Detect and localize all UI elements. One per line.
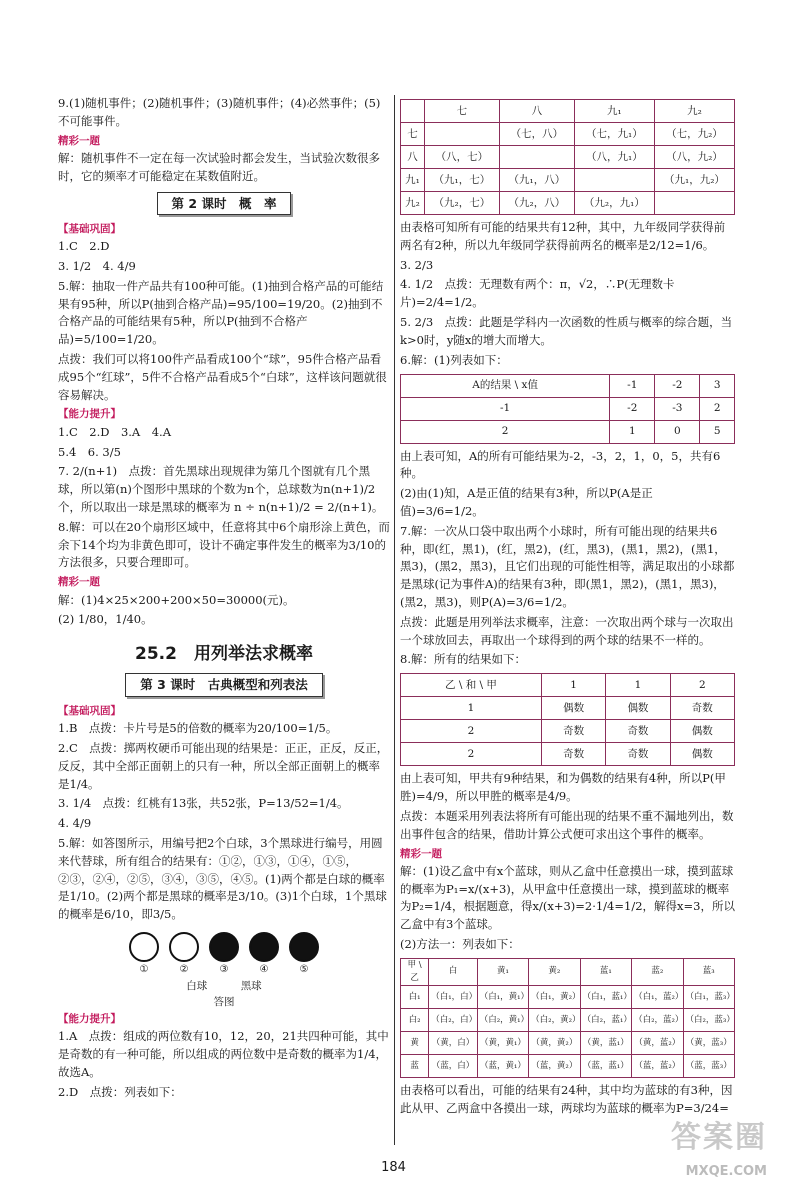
table-cell: 2	[401, 743, 542, 766]
table-grades	[400, 99, 735, 215]
answer-5: 5.解：抽取一件产品共有100种可能。(1)抽到合格产品的可能结果有95种，所以P(抽到合格产品)=95/100=19/20。(2)抽到不合格产品的可能结果有5种，所以P(抽到不合格产品)=5/100=1/20。	[58, 278, 384, 347]
table-cell: （九₂，七）	[424, 192, 499, 215]
table-cell: （黄，白）	[429, 1032, 477, 1055]
answer-1-4: 1.C 2.D 3.A 4.A	[58, 424, 172, 439]
table-cell: （九₂，八）	[499, 192, 574, 215]
right-column	[400, 95, 735, 1120]
table-cell: （八，九₁）	[574, 146, 654, 169]
table-row	[401, 146, 735, 169]
ball-number: ①	[139, 964, 149, 976]
table-cell: 蓝₁	[580, 958, 631, 985]
table-row	[401, 743, 735, 766]
table-cell: （九₁，七）	[424, 169, 499, 192]
left-column	[58, 95, 390, 1104]
table-cell: （黄，蓝₃）	[683, 1032, 734, 1055]
table-cell: （九₂，九₁）	[574, 192, 654, 215]
table-cell: 偶数	[670, 743, 734, 766]
column-divider	[394, 95, 395, 1145]
table-sum	[400, 673, 735, 766]
table-cell: 九₁	[401, 169, 425, 192]
table-header-row	[401, 958, 735, 985]
answer-8: 8.解：可以在20个扇形区域中，任意将其中6个扇形涂上黄色，而余下14个均为非黄色即可，设计不确定事件发生的概率为3/10的方法很多，只要合理即可。	[58, 519, 390, 570]
table-cell: 白	[429, 958, 477, 985]
table-cell: 1	[401, 697, 542, 720]
answer-r6-2: (2)由(1)知，A是正值的结果有3种，所以P(A是正值)=3/6=1/2。	[400, 486, 653, 518]
answer-r8: 8.解：所有的结果如下：	[400, 652, 526, 667]
table-cell: 九₁	[574, 100, 654, 123]
table-sum-note: 由上表可知，甲共有9种结果，和为偶数的结果有4种，所以P(甲胜)=4/9，所以甲胜的概率是4/9。	[400, 771, 726, 804]
highlight-answer-3b: (2)方法一：列表如下：	[400, 937, 520, 952]
watermark	[671, 1115, 767, 1182]
table-cell: 黄₂	[529, 958, 580, 985]
watermark-logo: 答案圈	[671, 1120, 767, 1156]
table-row	[401, 1055, 735, 1078]
answer-figure	[58, 932, 390, 1010]
table-cell: 八	[401, 146, 425, 169]
page-number: 184	[381, 1160, 406, 1175]
black-ball	[209, 932, 239, 962]
table-header-row	[401, 100, 735, 123]
black-ball	[249, 932, 279, 962]
table-cell: （白₁，蓝₁）	[580, 986, 631, 1009]
lesson-title-3: 第 3 课时 古典概型和列表法	[125, 673, 322, 696]
table-cell: （白₂，蓝₁）	[580, 1009, 631, 1032]
table-cell: （白₁，黄₁）	[477, 986, 528, 1009]
table-cell: 蓝	[401, 1055, 429, 1078]
table-cell: （八，七）	[424, 146, 499, 169]
answer-d5: 5.解：如答图所示，用编号把2个白球，3个黑球进行编号，用圆来代替球，所有组合的结果有：①②，①③，①④，①⑤，②③，②④，②⑤，③④，③⑤，④⑤。(1)两个都是白球的概率是1/10。(2)两个都是黑球的概率是3/10。(3)1个白球，1个黑球的概率是6/10，即3/5。	[58, 835, 387, 922]
table-row	[401, 420, 735, 443]
table-cell: 2	[401, 420, 610, 443]
answer-d1: 1.B 点拨：卡片号是5的倍数的概率为20/100=1/5。	[58, 721, 338, 736]
watermark-url: MXQE.COM	[685, 1163, 767, 1179]
table-cell: -2	[655, 374, 700, 397]
highlight-tag: 精彩一题	[58, 134, 100, 147]
table-cell: 1	[541, 674, 605, 697]
answer-r3: 3. 2/3	[400, 257, 434, 272]
section-title: 25.2 用列举法求概率	[135, 644, 313, 665]
table-cell: （七，九₁）	[574, 123, 654, 146]
table-cell: （白₂，黄₂）	[529, 1009, 580, 1032]
black-ball	[289, 932, 319, 962]
table-cell: 2	[670, 674, 734, 697]
table-cell: 黄	[401, 1032, 429, 1055]
ball-number: ②	[179, 964, 189, 976]
answer-9: 9.(1)随机事件；(2)随机事件；(3)随机事件；(4)必然事件；(5)不可能事件。	[58, 96, 381, 128]
table-cell: （白₁，蓝₂）	[632, 986, 683, 1009]
table-cell: 白₂	[401, 1009, 429, 1032]
table-cell	[654, 192, 734, 215]
ball-number: ③	[219, 964, 229, 976]
table-cell: -2	[610, 397, 655, 420]
table-cell	[574, 169, 654, 192]
table-row	[401, 397, 735, 420]
table-row	[401, 192, 735, 215]
table-cell: （白₂，黄₁）	[477, 1009, 528, 1032]
table-cell: 甲 \ 乙	[401, 958, 429, 985]
table-cell: 乙 \ 和 \ 甲	[401, 674, 542, 697]
answer-5-6: 5.4 6. 3/5	[58, 444, 121, 459]
table-cell: -3	[655, 397, 700, 420]
table-cell: （白₁，黄₂）	[529, 986, 580, 1009]
table-cell: （黄，黄₁）	[477, 1032, 528, 1055]
table-cell: 偶数	[670, 720, 734, 743]
table-cell: （黄，蓝₁）	[580, 1032, 631, 1055]
table-cell: （黄，黄₂）	[529, 1032, 580, 1055]
white-ball	[169, 932, 199, 962]
table-cell: 偶数	[606, 697, 670, 720]
answer-r5: 5. 2/3 点拨：此题是学科内一次函数的性质与概率的综合题，当k>0时，y随x的增大而增大。	[400, 315, 733, 347]
answer-r8-tip: 点拨：本题采用列表法将所有可能出现的结果不重不漏地列出，数出事件包含的结果，借助计算公式便可求出这个事件的概率。	[400, 808, 734, 841]
answer-3-4: 3. 1/2 4. 4/9	[58, 258, 136, 273]
table-cell	[499, 146, 574, 169]
table-cell: （白₁，蓝₃）	[683, 986, 734, 1009]
black-ball-label: 黑球	[240, 979, 262, 992]
table-cell: （八，九₂）	[654, 146, 734, 169]
improve-tag-2: 【能力提升】	[58, 1013, 121, 1026]
table-cell: （九₁，八）	[499, 169, 574, 192]
highlight-answer: 解：随机事件不一定在每一次试验时都会发生，当试验次数很多时，它的频率才可能稳定在某数值附近。	[58, 150, 380, 183]
table-cell: 九₂	[401, 192, 425, 215]
table-cell: （九₁，九₂）	[654, 169, 734, 192]
table-x-note: 由上表可知，A的所有可能结果为-2，-3，2，1，0，5，共有6种。	[400, 448, 721, 481]
table-cell: （黄，蓝₂）	[632, 1032, 683, 1055]
table-cell: 蓝₃	[683, 958, 734, 985]
table-row	[401, 123, 735, 146]
table-cell: 八	[499, 100, 574, 123]
table-cell: （白₂，蓝₃）	[683, 1009, 734, 1032]
white-ball-label: 白球	[186, 979, 208, 992]
ball-number: ④	[259, 964, 269, 976]
table-cell: 七	[424, 100, 499, 123]
table-row	[401, 1032, 735, 1055]
table-cell: 0	[655, 420, 700, 443]
table-cell: （蓝，白）	[429, 1055, 477, 1078]
highlight-answer-2b: (2) 1/80，1/40。	[58, 612, 153, 627]
table-row	[401, 697, 735, 720]
table-cell: -1	[610, 374, 655, 397]
table-cell: （白₁，白）	[429, 986, 477, 1009]
table-cell: 2	[700, 397, 735, 420]
table-cell: 奇数	[541, 720, 605, 743]
answer-r6: 6.解：(1)列表如下：	[400, 352, 508, 367]
table-grades-note: 由表格可知所有可能的结果共有12种，其中，九年级同学获得前两名有2种，所以九年级同学获得前两名的概率是2/12=1/6。	[400, 220, 726, 252]
table-row	[401, 169, 735, 192]
table-cell: 2	[401, 720, 542, 743]
answer-r4: 4. 1/2 点拨：无理数有两个：π，√2，∴P(无理数卡片)=2/4=1/2。	[400, 277, 675, 310]
table-cell: （白₂，白）	[429, 1009, 477, 1032]
table-boxes	[400, 958, 735, 1078]
figure-caption: 答图	[213, 995, 235, 1008]
highlight-answer-3a: 解：(1)设乙盒中有x个蓝球，则从乙盒中任意摸出一球，摸到蓝球的概率为P₁=x/(x+3)，从甲盒中任意摸出一球，摸到蓝球的概率为P₂=1/4，根据题意，得x/(x+3)=2·1/4=1/2，解得x=3，所以乙盒中有3个蓝球。	[400, 863, 735, 932]
table-cell: 白₁	[401, 986, 429, 1009]
highlight-answer-2a: 解：(1)4×25×200+200×50=30000(元)。	[58, 592, 295, 607]
table-cell: 5	[700, 420, 735, 443]
basic-tag: 【基础巩固】	[58, 222, 121, 235]
table-cell: -1	[401, 397, 610, 420]
table-boxes-note: 由表格可以看出，可能的结果有24种，其中均为蓝球的有3种，因此从甲、乙两盒中各摸出一球，两球均为蓝球的概率为P=3/24=	[400, 1083, 733, 1115]
improve-tag: 【能力提升】	[58, 408, 121, 421]
table-cell: A的结果 \ x值	[401, 374, 610, 397]
answer-r7: 7.解：一次从口袋中取出两个小球时，所有可能出现的结果共6种，即(红，黑1)，(红，黑2)，(红，黑3)，(黑1，黑2)，(黑1，黑3)，(黑2，黑3)，且它们出现的可能性相等，满足取出的小球都是黑球(记为事件A)的结果有3种，即(黑1，黑2)，(黑1，黑3)，(黑2，黑3)，则P(A)=3/6=1/2。	[400, 523, 735, 609]
table-cell: 奇数	[541, 743, 605, 766]
table-cell: 奇数	[670, 697, 734, 720]
table-cell: 1	[606, 674, 670, 697]
ball-number: ⑤	[299, 964, 309, 976]
table-cell: （蓝，黄₁）	[477, 1055, 528, 1078]
table-cell: （蓝，蓝₃）	[683, 1055, 734, 1078]
answer-5-tip: 点拨：我们可以将100件产品看成100个“球”，95件合格产品看成95个“红球”，5件不合格产品看成5个“白球”，这样该问题就很容易解决。	[58, 352, 387, 402]
table-cell: 偶数	[541, 697, 605, 720]
table-cell: 蓝₂	[632, 958, 683, 985]
answer-e1: 1.A 点拨：组成的两位数有10，12，20，21共四种可能，其中是奇数的有一种可能，所以组成的两位数中是奇数的概率为1/4，故选A。	[58, 1029, 389, 1079]
table-cell: （七，八）	[499, 123, 574, 146]
table-cell: （蓝，蓝₁）	[580, 1055, 631, 1078]
table-cell: 1	[610, 420, 655, 443]
answer-d4: 4. 4/9	[58, 816, 92, 831]
table-header-row	[401, 674, 735, 697]
answer-7: 7. 2/(n+1) 点拨：首先黑球出现规律为第几个图就有几个黑球，所以第(n)个图形中黑球的个数为n个，总球数为n(n+1)/2个，所以取出一球是黑球的概率为 n ÷ n(n+1)/2 = 2/(n+1)。	[58, 464, 384, 514]
table-cell	[401, 100, 425, 123]
table-x-values	[400, 374, 735, 444]
answer-d2: 2.C 点拨：掷两枚硬币可能出现的结果是：正正，正反，反正，反反，其中全部正面朝上的只有一种，所以全部正面朝上的概率是1/4。	[58, 740, 389, 791]
table-cell: 七	[401, 123, 425, 146]
table-cell: （蓝，黄₂）	[529, 1055, 580, 1078]
basic-tag-2: 【基础巩固】	[58, 704, 121, 717]
table-cell: 黄₁	[477, 958, 528, 985]
table-cell	[424, 123, 499, 146]
table-row	[401, 986, 735, 1009]
table-row	[401, 1009, 735, 1032]
white-ball	[129, 932, 159, 962]
table-cell: （蓝，蓝₂）	[632, 1055, 683, 1078]
table-cell: 奇数	[606, 720, 670, 743]
table-cell: 九₂	[654, 100, 734, 123]
answer-e2: 2.D 点拨：列表如下：	[58, 1084, 182, 1099]
table-row	[401, 720, 735, 743]
table-cell: 3	[700, 374, 735, 397]
answer-r7-tip: 点拨：此题是用列举法求概率，注意：一次取出两个球与一次取出一个球放回去，再取出一个球得到的两个球的结果不一样的。	[400, 614, 734, 647]
highlight-tag-3: 精彩一题	[400, 847, 442, 860]
answer-d3: 3. 1/4 点拨：红桃有13张，共52张，P=13/52=1/4。	[58, 796, 349, 811]
answer-1-2: 1.C 2.D	[58, 239, 110, 254]
table-cell: 奇数	[606, 743, 670, 766]
highlight-tag-2: 精彩一题	[58, 576, 100, 589]
table-header-row	[401, 374, 735, 397]
table-cell: （七，九₂）	[654, 123, 734, 146]
lesson-title-2: 第 2 课时 概 率	[157, 192, 292, 215]
table-cell: （白₂，蓝₂）	[632, 1009, 683, 1032]
